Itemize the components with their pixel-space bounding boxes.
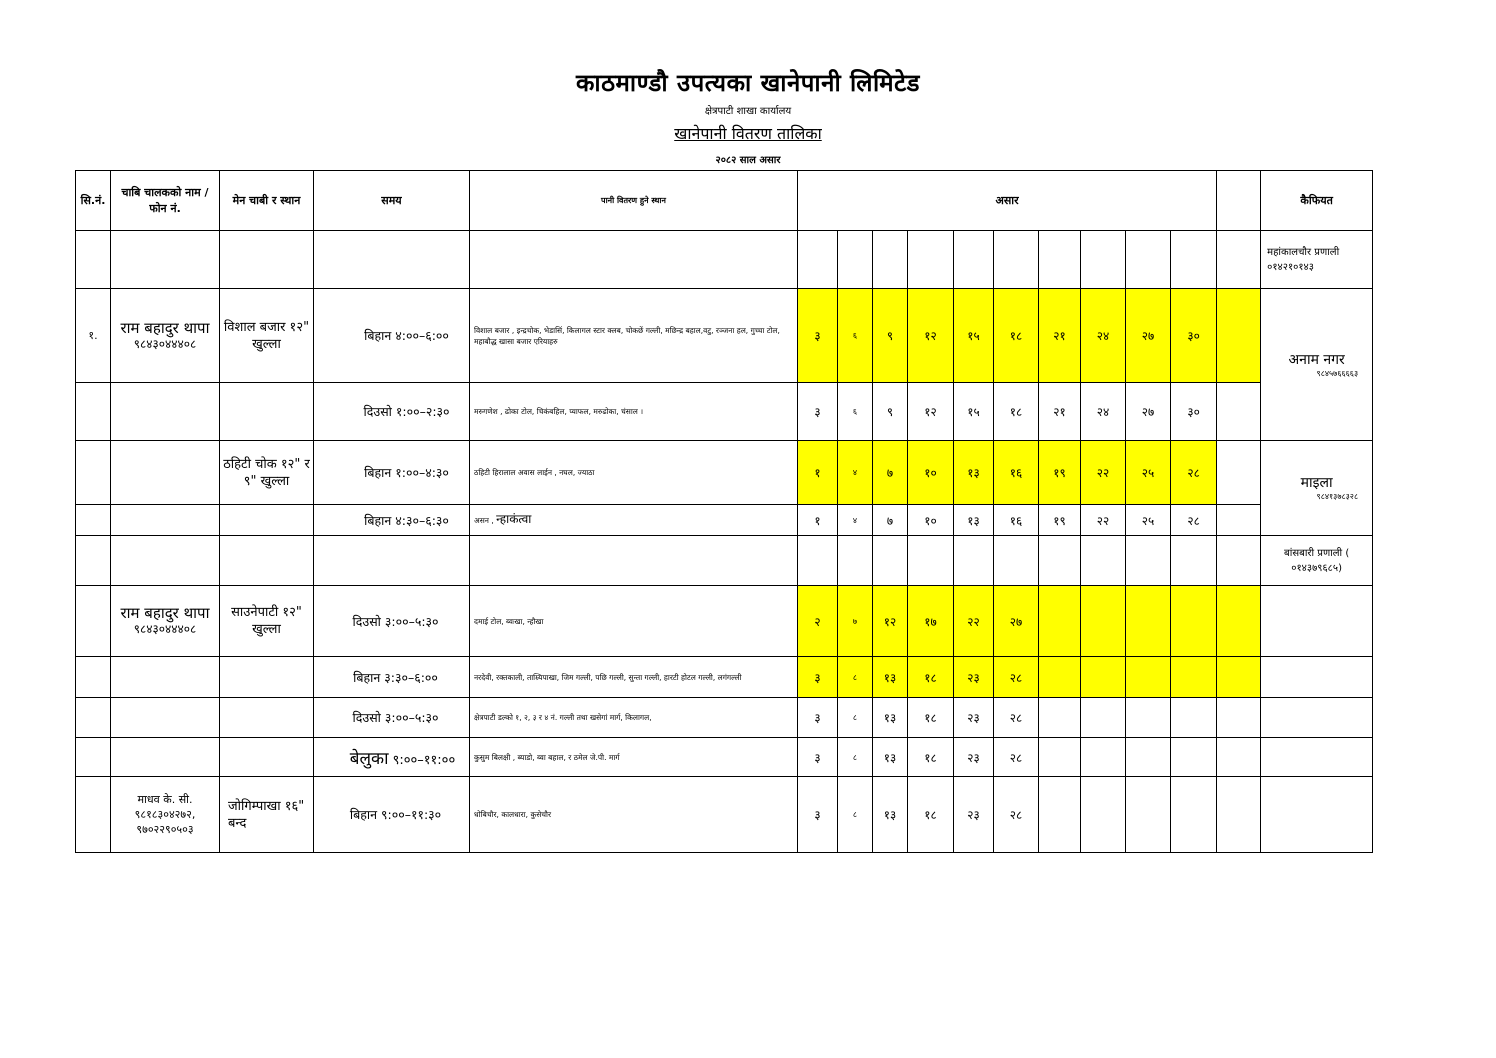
table-row [76, 698, 1373, 738]
time-cell: दिउसो १:००–२:३० [314, 383, 470, 441]
day-cell: ३ [798, 698, 838, 738]
day-cell: १६ [994, 441, 1039, 505]
day-cell: ३ [798, 383, 838, 441]
day-cell [908, 231, 954, 289]
valve-cell: जोगिम्पाखा १६" बन्द [220, 777, 314, 853]
remark-cell [1261, 738, 1373, 777]
year-month: २०८२ साल असार [715, 155, 781, 166]
day-cell: १६ [994, 505, 1039, 536]
cell-operator [111, 738, 220, 777]
day-cell: २३ [954, 698, 994, 738]
operator-phone: ९८४३०४४४०८ [133, 336, 197, 351]
table-row [76, 536, 1373, 586]
day-cell: ९ [873, 289, 908, 383]
location-cell: दमाई टोल, ब्वःखा, न्हौखा [470, 586, 798, 657]
operator-name: राम बहादुर थापा [120, 318, 210, 337]
location-cell: ठहिटी हिरालाल अवास लाईन , नघल, ज्याठा [470, 441, 798, 505]
day-cell: १० [908, 505, 954, 536]
day-cell: २४ [1081, 383, 1126, 441]
day-cell: २ [798, 586, 838, 657]
day-cell [1039, 231, 1081, 289]
day-cell: २३ [954, 657, 994, 698]
day-cell [1081, 657, 1126, 698]
day-cell [1081, 698, 1126, 738]
system-remark: बांसबारी प्रणाली ( ०१४३७९६८५) [1261, 536, 1373, 586]
cell-sn [76, 383, 111, 441]
day-cell: ६ [838, 383, 873, 441]
day-cell: १८ [908, 698, 954, 738]
day-cell: २७ [994, 586, 1039, 657]
day-cell [1126, 777, 1171, 853]
cell-operator [111, 536, 220, 586]
remark-cell [1261, 777, 1373, 853]
extra-cell [1217, 383, 1261, 441]
day-cell: ३० [1171, 383, 1217, 441]
day-cell: ८ [838, 657, 873, 698]
day-cell: ७ [873, 441, 908, 505]
day-cell [1081, 231, 1126, 289]
cell-sn [76, 777, 111, 853]
day-cell: २८ [994, 657, 1039, 698]
time-cell: बिहान ४:३०–६:३० [314, 505, 470, 536]
table-row [76, 586, 1373, 657]
day-cell [1126, 536, 1171, 586]
contact-phone: ९८४१३७८३२८ [1316, 492, 1359, 501]
location-cell: मरुगणेश , ढोका टोल, चिकंबहिल, प्याफल, मरुढोका, चंसाल । [470, 383, 798, 441]
day-cell: २१ [1039, 289, 1081, 383]
day-cell: १८ [994, 383, 1039, 441]
day-cell [1126, 586, 1171, 657]
header-sn: सि.नं. [76, 171, 111, 231]
day-cell: १३ [954, 441, 994, 505]
day-cell: १२ [908, 289, 954, 383]
contact-name: अनाम नगर [1288, 351, 1345, 368]
location-cell: क्षेत्रपाटी डल्को १, २, ३ र ४ नं. गल्ली तथा खसेगां मार्ग, किलागल, [470, 698, 798, 738]
contact-phone: ९८४५७६६६६३ [1316, 368, 1359, 378]
extra-cell [1217, 738, 1261, 777]
time-word: बेलुका [349, 748, 389, 769]
day-cell [838, 231, 873, 289]
cell-time [314, 231, 470, 289]
day-cell [1039, 536, 1081, 586]
day-cell: २८ [994, 738, 1039, 777]
cell-operator [111, 383, 220, 441]
cell-operator [111, 505, 220, 536]
doc-subtitle [0, 122, 1496, 144]
day-cell [1171, 657, 1217, 698]
day-cell: २५ [1126, 505, 1171, 536]
cell-operator [111, 657, 220, 698]
table-row [76, 738, 1373, 777]
day-cell [908, 536, 954, 586]
time-cell: दिउसो ३:००–५:३० [314, 698, 470, 738]
day-cell [994, 536, 1039, 586]
day-cell [1081, 738, 1126, 777]
day-cell: २३ [954, 777, 994, 853]
day-cell: ३ [798, 289, 838, 383]
extra-cell [1217, 536, 1261, 586]
time-cell: बिहान ३:३०–६:०० [314, 657, 470, 698]
day-cell [994, 231, 1039, 289]
day-cell: १२ [873, 586, 908, 657]
day-cell: १९ [1039, 441, 1081, 505]
extra-cell [1217, 698, 1261, 738]
header-row [76, 171, 1373, 231]
day-cell: ६ [838, 289, 873, 383]
extra-cell [1217, 231, 1261, 289]
cell-valve [220, 657, 314, 698]
location-cell: नरदेवी, रक्तकाली, ताम्र्यिपाखा, जिम गल्ली, पछि गल्ली, सुन्ता गल्ली, हारटी होटल गल्ली, लगंगल्ली [470, 657, 798, 698]
day-cell [1039, 777, 1081, 853]
valve-cell: विशाल बजार १२" खुल्ला [220, 289, 314, 383]
cell-sn [76, 505, 111, 536]
day-cell [1081, 586, 1126, 657]
day-cell: १८ [908, 777, 954, 853]
day-cell: २२ [1081, 441, 1126, 505]
extra-cell [1217, 586, 1261, 657]
header-time: समय [314, 171, 470, 231]
time-cell: बिहान ४:००–६:०० [314, 289, 470, 383]
cell-sn [76, 536, 111, 586]
extra-cell [1217, 505, 1261, 536]
day-cell: १८ [908, 738, 954, 777]
day-cell [873, 231, 908, 289]
day-cell [1126, 657, 1171, 698]
day-cell: १३ [873, 657, 908, 698]
cell-valve [220, 231, 314, 289]
time-cell [314, 738, 470, 777]
contact-cell [1261, 289, 1373, 441]
day-cell: ७ [838, 586, 873, 657]
header-extra [1217, 171, 1261, 231]
day-cell: ३० [1171, 289, 1217, 383]
operator-cell [111, 289, 220, 383]
cell-operator [111, 698, 220, 738]
table-row [76, 383, 1373, 441]
header-location: पानी वितरण हुने स्थान [470, 171, 798, 231]
location-cell: धोबिचौर, कालधारा, कुसेचौर [470, 777, 798, 853]
day-cell: २४ [1081, 289, 1126, 383]
location-cell [470, 505, 798, 536]
day-cell: २३ [954, 738, 994, 777]
cell-location [470, 536, 798, 586]
day-cell [1171, 586, 1217, 657]
location-cell: विशाल बजार , इन्द्रचोक, भेडासिं, किलागल स्टार क्लब, चोकछें गल्ली, मछिन्द्र बहाल,वटु, रञ्जना हल, गुच्चा टोल, महाबौद्ध खासा बजार एरियाहरु [470, 289, 798, 383]
header-valve: मेन चाबी र स्थान [220, 171, 314, 231]
cell-operator [111, 441, 220, 505]
table-row [76, 505, 1373, 536]
header-operator: चाबि चालकको नाम / फोन नं. [111, 171, 220, 231]
cell-valve [220, 536, 314, 586]
day-cell [873, 536, 908, 586]
cell-sn [76, 738, 111, 777]
operator-cell [111, 586, 220, 657]
day-cell: २८ [994, 698, 1039, 738]
day-cell: २२ [1081, 505, 1126, 536]
day-cell: १३ [873, 777, 908, 853]
table-row [76, 289, 1373, 383]
day-cell: १३ [954, 505, 994, 536]
day-cell [1039, 586, 1081, 657]
day-cell: ४ [838, 505, 873, 536]
cell-sn [76, 698, 111, 738]
day-cell: २८ [1171, 505, 1217, 536]
subtitle-text: खानेपानी वितरण तालिका [674, 124, 822, 143]
cell-location [470, 231, 798, 289]
cell-time [314, 536, 470, 586]
day-cell [1039, 698, 1081, 738]
day-cell: १५ [954, 383, 994, 441]
day-cell [954, 231, 994, 289]
valve-cell: ठहिटी चोक १२" र ९" खुल्ला [220, 441, 314, 505]
day-cell: २१ [1039, 383, 1081, 441]
day-cell [1081, 536, 1126, 586]
day-cell: २८ [994, 777, 1039, 853]
distribution-table [75, 170, 1373, 853]
day-cell: १ [798, 505, 838, 536]
day-cell: ३ [798, 657, 838, 698]
day-cell [1171, 536, 1217, 586]
remark-cell [1261, 657, 1373, 698]
header-month: असार [798, 171, 1217, 231]
day-cell [798, 536, 838, 586]
cell-sn [76, 441, 111, 505]
day-cell: ८ [838, 698, 873, 738]
day-cell [798, 231, 838, 289]
system-remark: महांकालचौर प्रणाली ०१४२१०१४३ [1261, 231, 1373, 289]
location-prefix: असन , [474, 516, 494, 525]
day-cell: १९ [1039, 505, 1081, 536]
contact-cell [1261, 441, 1373, 536]
day-cell [954, 536, 994, 586]
day-cell [1081, 777, 1126, 853]
cell-sn [76, 231, 111, 289]
location-main: न्हाकंत्वा [496, 512, 532, 526]
contact-name: माइला [1300, 475, 1333, 491]
time-cell: दिउसो ३:००–५:३० [314, 586, 470, 657]
day-cell: १५ [954, 289, 994, 383]
location-cell: कुसुम बिलक्षी , ब्याडो, ब्वा बहाल, र ठमेल जे.पी. मार्ग [470, 738, 798, 777]
time-cell: बिहान ९:००–११:३० [314, 777, 470, 853]
day-cell: २८ [1171, 441, 1217, 505]
org-title: काठमाण्डौ उपत्यका खानेपानी लिमिटेड [575, 69, 921, 97]
time-cell: बिहान १:००–४:३० [314, 441, 470, 505]
day-cell: २२ [954, 586, 994, 657]
table-row [76, 777, 1373, 853]
day-cell: १३ [873, 698, 908, 738]
day-cell [1039, 657, 1081, 698]
day-cell [1126, 231, 1171, 289]
day-cell [1171, 698, 1217, 738]
day-cell [1126, 698, 1171, 738]
day-cell: ८ [838, 738, 873, 777]
day-cell: १८ [994, 289, 1039, 383]
remark-cell [1261, 586, 1373, 657]
day-cell: २७ [1126, 289, 1171, 383]
day-cell [838, 536, 873, 586]
day-cell [1039, 738, 1081, 777]
extra-cell [1217, 777, 1261, 853]
cell-sn [76, 657, 111, 698]
operator-name: राम बहादुर थापा [120, 604, 210, 622]
extra-cell [1217, 441, 1261, 505]
day-cell: १ [798, 441, 838, 505]
day-cell [1126, 738, 1171, 777]
remark-cell [1261, 698, 1373, 738]
day-cell: १८ [908, 657, 954, 698]
office-name: क्षेत्रपाटी शाखा कार्यालय [704, 106, 792, 117]
day-cell: ३ [798, 738, 838, 777]
operator-phone: ९८४३०४४४०८ [133, 622, 197, 636]
day-cell: ३ [798, 777, 838, 853]
cell-sn: १. [76, 289, 111, 383]
operator-name: माधव के. सी. [137, 793, 193, 806]
day-cell [1171, 231, 1217, 289]
day-cell: ४ [838, 441, 873, 505]
operator-phone: ९८१८३०४२७२, ९७०२२९०५०३ [134, 808, 196, 836]
table-row [76, 231, 1373, 289]
day-cell: १३ [873, 738, 908, 777]
cell-operator [111, 231, 220, 289]
extra-cell [1217, 657, 1261, 698]
table-row [76, 441, 1373, 505]
day-cell: ७ [873, 505, 908, 536]
cell-sn [76, 586, 111, 657]
day-cell: १२ [908, 383, 954, 441]
day-cell: ८ [838, 777, 873, 853]
cell-valve [220, 738, 314, 777]
operator-cell [111, 777, 220, 853]
header-remarks: कैफियत [1261, 171, 1373, 231]
day-cell [1171, 777, 1217, 853]
extra-cell [1217, 289, 1261, 383]
cell-valve [220, 505, 314, 536]
valve-cell: साउनेपाटी १२" खुल्ला [220, 586, 314, 657]
day-cell: १० [908, 441, 954, 505]
day-cell: ९ [873, 383, 908, 441]
day-cell: १७ [908, 586, 954, 657]
cell-valve [220, 383, 314, 441]
time-range: ९:००–११:०० [392, 752, 456, 768]
day-cell: २५ [1126, 441, 1171, 505]
table-row [76, 657, 1373, 698]
day-cell: २७ [1126, 383, 1171, 441]
cell-valve [220, 698, 314, 738]
day-cell [1171, 738, 1217, 777]
